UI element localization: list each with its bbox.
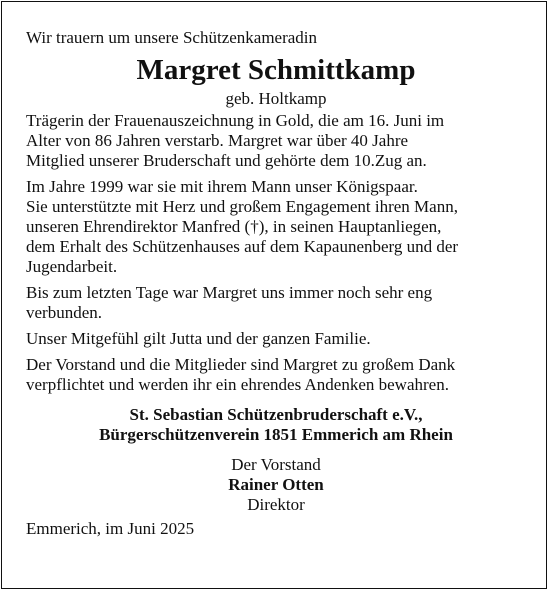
paragraph-condolence — [26, 329, 526, 349]
signature-board: Der Vorstand — [231, 455, 321, 474]
paragraph-gratitude — [26, 355, 526, 395]
signature-person: Rainer Otten — [228, 475, 324, 494]
obituary-notice — [26, 28, 526, 539]
text-line: Unser Mitgefühl gilt Jutta und der ganzen Familie. — [26, 329, 371, 348]
organization-name — [26, 405, 526, 445]
text-line: dem Erhalt des Schützenhauses auf dem Kapaunenberg und der — [26, 237, 459, 256]
organization-line: Bürgerschützenverein 1851 Emmerich am Rhein — [99, 425, 453, 444]
text-line: verpflichtet und werden ihr ein ehrendes Andenken bewahren. — [26, 375, 449, 394]
signature-block — [26, 455, 526, 515]
deceased-name: Margret Schmittkamp — [136, 54, 416, 86]
text-line: Sie unterstützte mit Herz und großem Engagement ihren Mann, — [26, 197, 458, 216]
text-line: unseren Ehrendirektor Manfred (†), in seinen Hauptanliegen, — [26, 217, 442, 236]
birth-name: geb. Holtkamp — [225, 89, 327, 108]
text-line: Der Vorstand und die Mitglieder sind Margret zu großem Dank — [26, 355, 456, 374]
text-line: Bis zum letzten Tage war Margret uns immer noch sehr eng — [26, 283, 433, 302]
signature-role: Direktor — [247, 495, 305, 514]
text-line: Trägerin der Frauenauszeichnung in Gold, die am 16. Juni im — [26, 111, 445, 130]
paragraph-honors — [26, 111, 526, 171]
text-line: Mitglied unserer Bruderschaft und gehörte dem 10.Zug an. — [26, 151, 427, 170]
paragraph-royal-couple — [26, 177, 526, 277]
text-line: verbunden. — [26, 303, 103, 322]
paragraph-connection — [26, 283, 526, 323]
organization-line: St. Sebastian Schützenbruderschaft e.V., — [129, 405, 423, 424]
text-line: Alter von 86 Jahren verstarb. Margret war über 40 Jahre — [26, 131, 409, 150]
text-line: Im Jahre 1999 war sie mit ihrem Mann unser Königspaar. — [26, 177, 418, 196]
intro-line: Wir trauern um unsere Schützenkameradin — [26, 28, 318, 47]
place-and-date: Emmerich, im Juni 2025 — [26, 519, 195, 538]
text-line: Jugendarbeit. — [26, 257, 118, 276]
